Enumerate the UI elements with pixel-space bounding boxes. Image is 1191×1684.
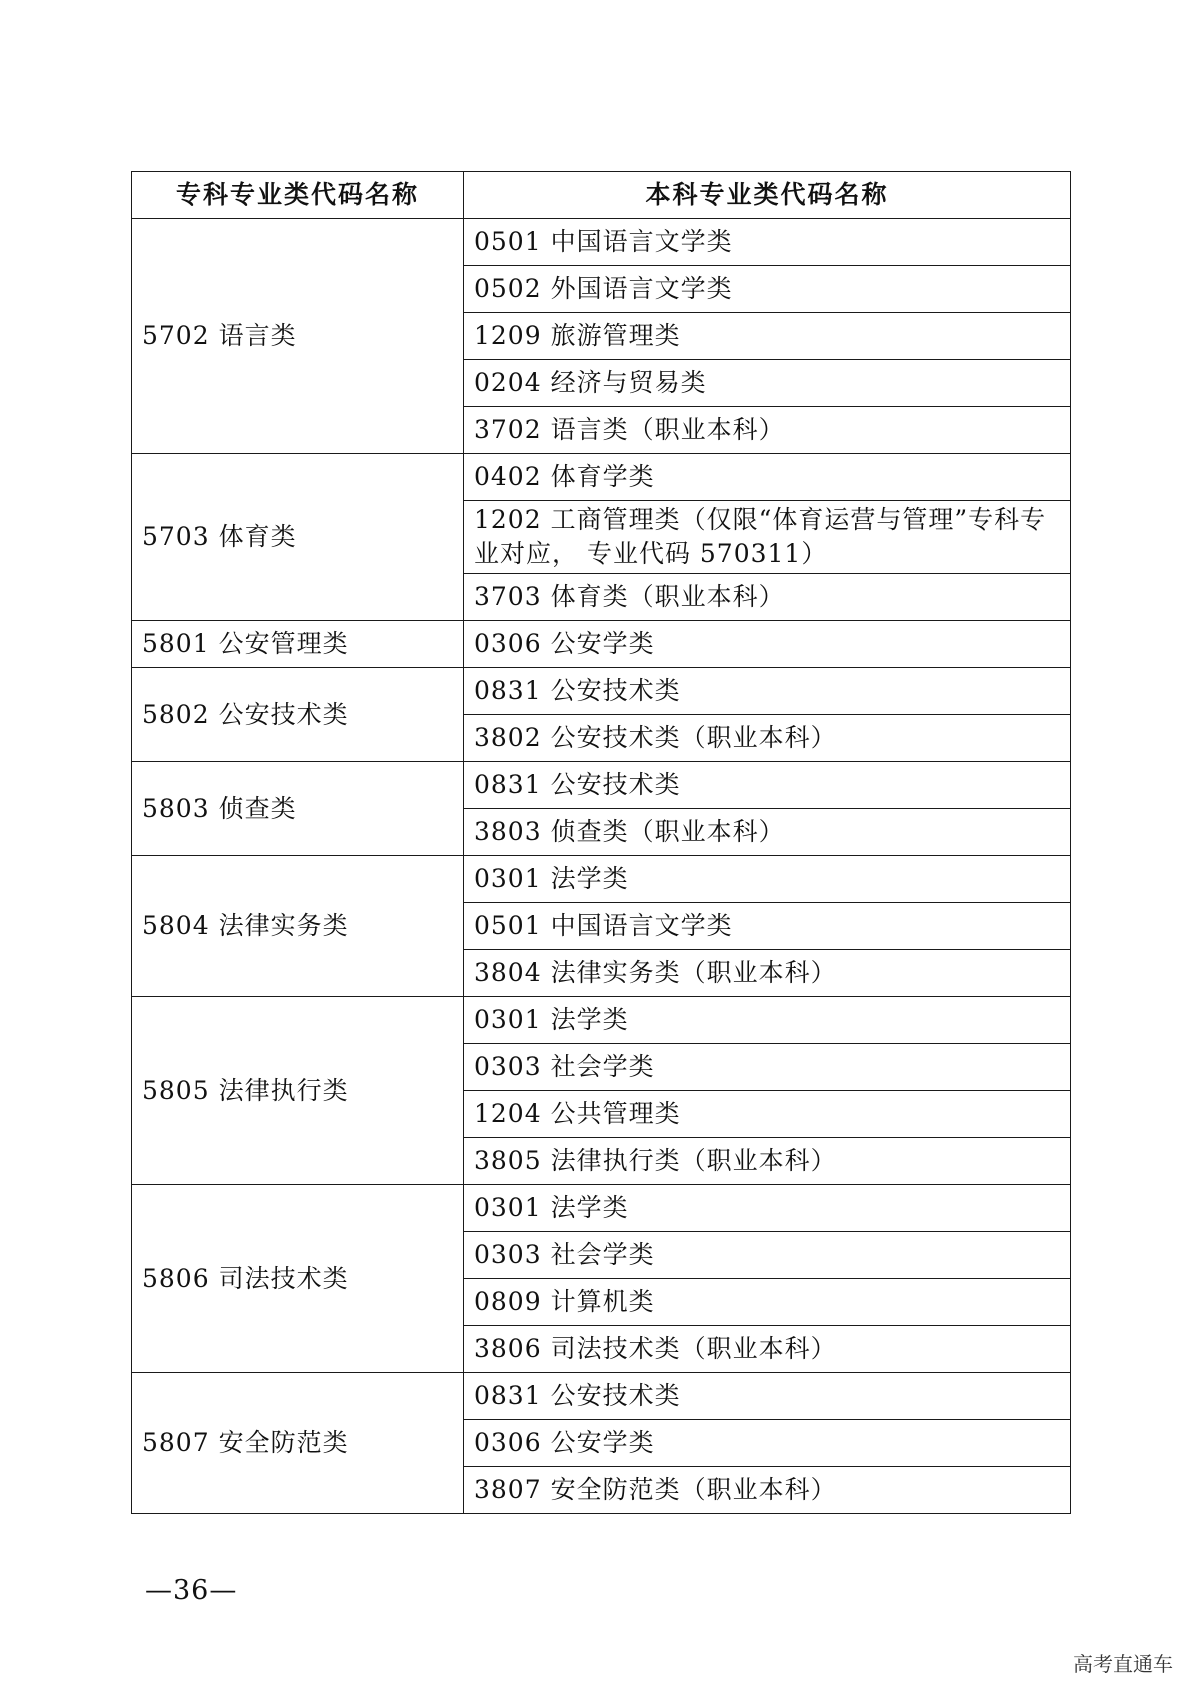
specialty-cell: 5807 安全防范类	[132, 1373, 464, 1514]
undergrad-cell: 1202 工商管理类（仅限“体育运营与管理”专科专业对应， 专业代码 570311）	[464, 501, 1071, 574]
undergrad-cell: 0301 法学类	[464, 856, 1071, 903]
specialty-cell: 5802 公安技术类	[132, 668, 464, 762]
watermark-text: 高考直通车	[1073, 1652, 1173, 1676]
undergrad-cell: 3807 安全防范类（职业本科）	[464, 1467, 1071, 1514]
specialty-cell: 5703 体育类	[132, 454, 464, 621]
table-row	[132, 219, 1071, 266]
table-row	[132, 762, 1071, 809]
undergrad-cell: 0303 社会学类	[464, 1044, 1071, 1091]
undergrad-cell: 0809 计算机类	[464, 1279, 1071, 1326]
header-specialty: 专科专业类代码名称	[132, 172, 464, 219]
specialty-cell: 5805 法律执行类	[132, 997, 464, 1185]
undergrad-cell: 0301 法学类	[464, 997, 1071, 1044]
table-row	[132, 621, 1071, 668]
undergrad-cell: 3806 司法技术类（职业本科）	[464, 1326, 1071, 1373]
undergrad-cell: 0204 经济与贸易类	[464, 360, 1071, 407]
undergrad-cell: 0502 外国语言文学类	[464, 266, 1071, 313]
undergrad-cell: 0831 公安技术类	[464, 668, 1071, 715]
header-undergrad: 本科专业类代码名称	[464, 172, 1071, 219]
table-row	[132, 1373, 1071, 1420]
undergrad-cell: 0402 体育学类	[464, 454, 1071, 501]
undergrad-cell: 3802 公安技术类（职业本科）	[464, 715, 1071, 762]
specialty-cell: 5803 侦查类	[132, 762, 464, 856]
undergrad-cell: 0303 社会学类	[464, 1232, 1071, 1279]
table-row	[132, 856, 1071, 903]
undergrad-cell: 3805 法律执行类（职业本科）	[464, 1138, 1071, 1185]
undergrad-cell: 3803 侦查类（职业本科）	[464, 809, 1071, 856]
undergrad-cell: 1209 旅游管理类	[464, 313, 1071, 360]
undergrad-cell: 0301 法学类	[464, 1185, 1071, 1232]
table-row	[132, 1185, 1071, 1232]
table-row	[132, 668, 1071, 715]
specialty-cell: 5804 法律实务类	[132, 856, 464, 997]
undergrad-cell: 0831 公安技术类	[464, 1373, 1071, 1420]
undergrad-cell: 3702 语言类（职业本科）	[464, 407, 1071, 454]
specialty-cell: 5806 司法技术类	[132, 1185, 464, 1373]
undergrad-cell: 0831 公安技术类	[464, 762, 1071, 809]
table-row	[132, 454, 1071, 501]
specialty-cell: 5702 语言类	[132, 219, 464, 454]
undergrad-cell: 3804 法律实务类（职业本科）	[464, 950, 1071, 997]
undergrad-cell: 0501 中国语言文学类	[464, 903, 1071, 950]
specialty-cell: 5801 公安管理类	[132, 621, 464, 668]
page-number: —36—	[145, 1575, 238, 1606]
undergrad-cell: 0306 公安学类	[464, 1420, 1071, 1467]
table-row	[132, 997, 1071, 1044]
undergrad-cell: 0306 公安学类	[464, 621, 1071, 668]
table-header-row	[132, 172, 1071, 219]
undergrad-cell: 3703 体育类（职业本科）	[464, 574, 1071, 621]
major-mapping-table	[131, 171, 1071, 1514]
undergrad-cell: 0501 中国语言文学类	[464, 219, 1071, 266]
undergrad-cell: 1204 公共管理类	[464, 1091, 1071, 1138]
